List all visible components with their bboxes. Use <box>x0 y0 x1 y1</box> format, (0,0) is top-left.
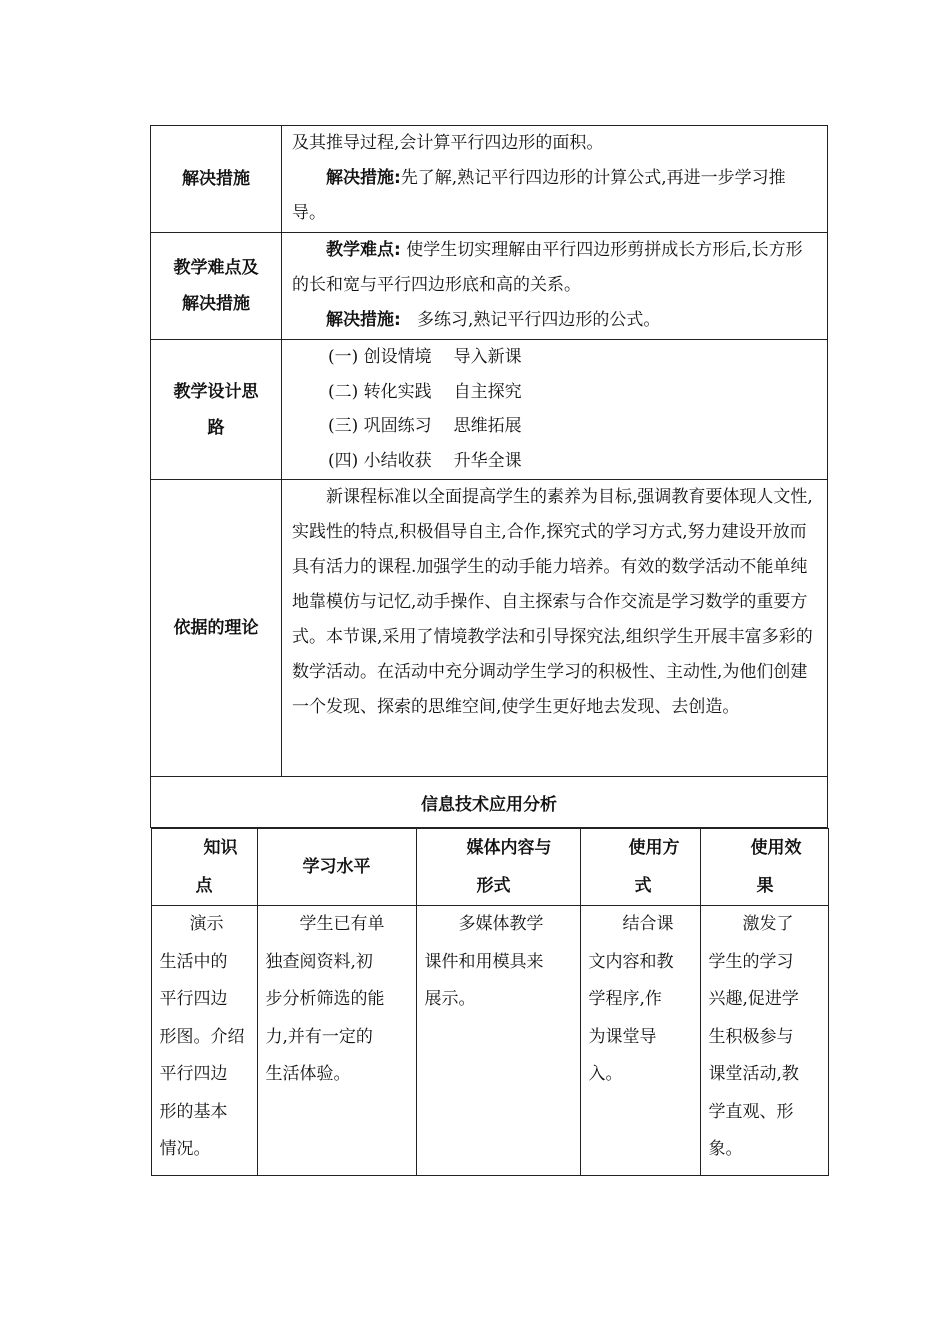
cell-effect: 激发了 学生的学习 兴趣,促进学 生积极参与 课堂活动,教 学直观、形 象。 <box>700 906 828 1176</box>
header-media: 媒体内容与 形式 <box>416 829 580 906</box>
row-analysis <box>151 828 828 1177</box>
cell-level: 学生已有单 独查阅资料,初 步分析筛选的能 力,并有一定的 生活体验。 <box>257 906 416 1176</box>
section-title: 信息技术应用分析 <box>151 777 828 828</box>
row-section-title <box>151 777 828 828</box>
row-design <box>151 340 828 480</box>
lesson-plan-page <box>150 125 827 1176</box>
design-step: (一) 创设情境 导入新课 <box>328 347 522 367</box>
row-label-design: 教学设计思 路 <box>151 340 282 480</box>
row-solution <box>151 126 828 233</box>
difficulty-key: 教学难点: <box>326 240 401 260</box>
solution-text: 先了解,熟记平行四边形的计算公式,再进一步学习推导。 <box>292 168 786 223</box>
design-step: (二) 转化实践 自主探究 <box>328 381 522 402</box>
header-level: 学习水平 <box>257 829 416 906</box>
theory-text: 新课程标准以全面提高学生的素养为目标,强调教育要体现人文性,实践性的特点,积极倡导自主,合作,探究式的学习方式,努力建设开放而具有活力的课程.加强学生的动手能力培养。有效的数学活动不能单纯地靠模仿与记忆,动手操作、自主探索与合作交流是学习数学的重要方式。本节课,采用了情境教学法和引导探究法,组织学生开展丰富多彩的数学活动。在活动中充分调动学生学习的积极性、主动性,为他们创建一个发现、探索的思维空间,使学生更好地去发现、去创造。 <box>292 487 813 717</box>
solution-key: 解决措施: <box>326 168 401 188</box>
analysis-table <box>151 828 829 1176</box>
cell-knowledge: 演示 生活中的 平行四边 形图。介绍 平行四边 形的基本 情况。 <box>151 906 257 1176</box>
difficulty-solution-text: 多练习,熟记平行四边形的公式。 <box>417 310 661 330</box>
header-method: 使用方 式 <box>580 829 700 906</box>
lesson-plan-table <box>150 125 828 1176</box>
analysis-content-row <box>151 906 828 1176</box>
difficulty-text: 使学生切实理解由平行四边形剪拼成长方形后,长方形的长和宽与平行四边形底和高的关系。 <box>292 240 803 295</box>
analysis-header-row <box>151 829 828 906</box>
header-knowledge: 知识 点 <box>151 829 257 906</box>
row-label-theory: 依据的理论 <box>151 480 282 777</box>
difficulty-solution-key: 解决措施: <box>326 310 401 330</box>
row-label-solution: 解决措施 <box>151 126 282 233</box>
cell-method: 结合课 文内容和教 学程序,作 为课堂导 入。 <box>580 906 700 1176</box>
row-label-difficulty: 教学难点及 解决措施 <box>151 233 282 340</box>
solution-line1: 及其推导过程,会计算平行四边形的面积。 <box>292 133 604 153</box>
row-difficulty <box>151 233 828 340</box>
design-step: (三) 巩固练习 思维拓展 <box>328 416 522 436</box>
cell-media: 多媒体教学 课件和用模具来 展示。 <box>416 906 580 1176</box>
row-theory <box>151 480 828 777</box>
design-step: (四) 小结收获 升华全课 <box>328 450 522 471</box>
header-effect: 使用效 果 <box>700 829 828 906</box>
